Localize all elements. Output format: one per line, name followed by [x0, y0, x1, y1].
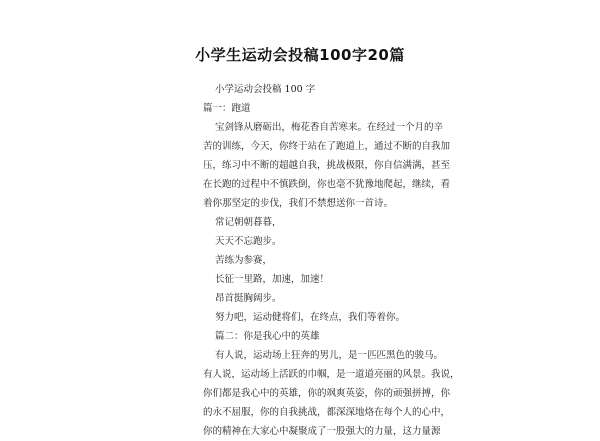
- document-body: [203, 80, 460, 441]
- paragraph-line: 努力吧，运动健将们，在终点，我们等着你。: [215, 312, 406, 323]
- poem-line: 苦练为参赛，: [215, 255, 273, 266]
- section-heading-1: 篇一：跑道: [203, 103, 251, 114]
- poem-line: 长征一里路，加速，加速！: [215, 274, 330, 285]
- paragraph-line: 压，练习中不断的超越自我，挑战极限，你自信满满，甚至: [203, 160, 451, 171]
- poem-line: 天天不忘跑步。: [215, 236, 282, 247]
- paragraph-line: 你们都是我心中的英雄，你的飒爽英姿，你的顽强拼搏，你: [203, 388, 451, 399]
- subtitle-line: 小学运动会投稿 100 字: [215, 84, 316, 95]
- paragraph-line: 苦的训练，今天，你终于站在了跑道上，通过不断的自我加: [203, 141, 451, 152]
- section-heading-2: 篇二：你是我心中的英雄: [215, 331, 320, 342]
- paragraph-line: 有人说，运动场上狂奔的男儿，是一匹匹黑色的骏马。: [215, 350, 444, 361]
- paragraph-line: 着你那坚定的步伐，我们不禁想送你一首诗。: [203, 198, 394, 209]
- poem-line: 昂首挺胸阔步。: [215, 293, 282, 304]
- document-title: 小学生运动会投稿100字20篇: [195, 46, 405, 64]
- paragraph-line: 在长跑的过程中不慎跌倒，你也毫不犹豫地爬起，继续，看: [203, 179, 451, 190]
- paragraph-line: 有人说，运动场上活跃的巾帼，是一道道亮丽的风景。我说，: [203, 369, 460, 380]
- paragraph-line: 的永不屈服，你的自我挑战，都深深地烙在每个人的心中，: [203, 407, 451, 418]
- paragraph-line: 宝剑锋从磨砺出，梅花香自苦寒来。在经过一个月的辛: [215, 122, 444, 133]
- poem-line: 常记朝朝暮暮，: [215, 217, 282, 228]
- paragraph-line: 你的精神在大家心中凝聚成了一股强大的力量，这力量源: [203, 426, 441, 437]
